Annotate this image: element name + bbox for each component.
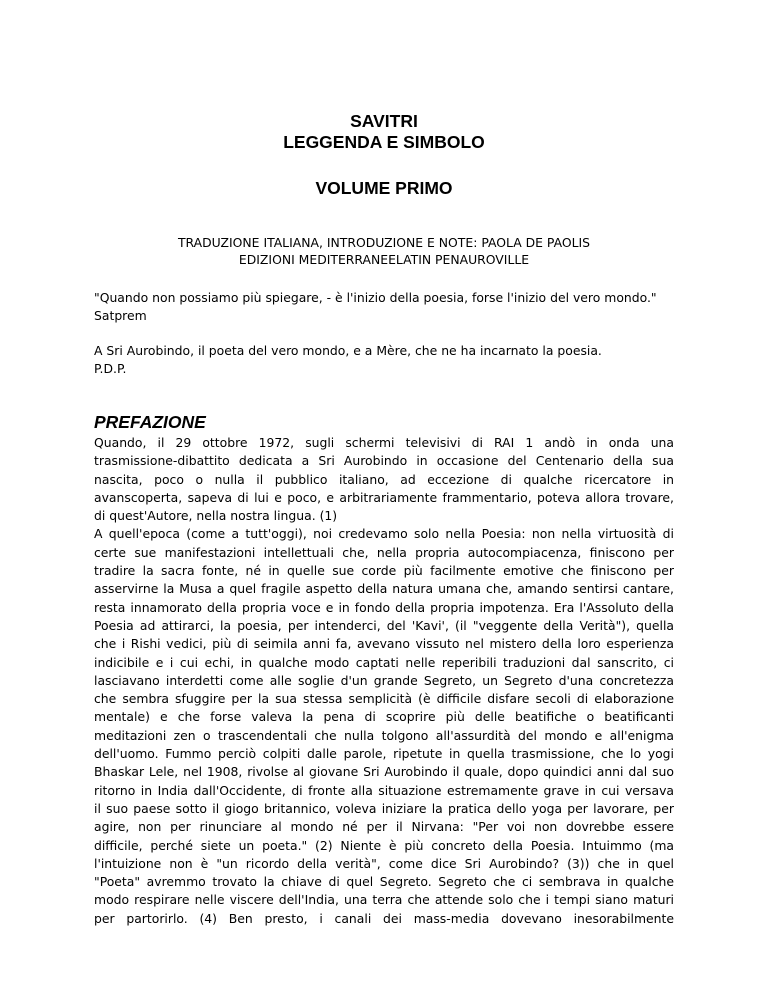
dedication-text: A Sri Aurobindo, il poeta del vero mondo, e a Mère, che ne ha incarnato la poesia.	[94, 343, 602, 358]
book-title: SAVITRI	[350, 111, 418, 131]
epigraph-author: Satprem	[94, 308, 147, 323]
preface-line: nascita, poco o nulla il pubblico italiano, ad eccezione di qualche ricercatore in	[94, 471, 674, 487]
preface-line: "Poeta" avremmo trovato la chiave di quel Segreto. Segreto che ci sembrava in qualche	[94, 874, 674, 890]
preface-line: lasciavano interdetti come alle soglie d'un grande Segreto, un Segreto d'una concretezza	[94, 672, 674, 688]
preface-line: meditazioni zen o trascendentali che nulla tolgono all'assurdità del mondo e all'enigma	[94, 727, 674, 743]
preface-line: di quest'Autore, nella nostra lingua. (1)	[94, 508, 338, 524]
preface-line: avanscoperta, sapeva di lui e poco, e arbitrariamente frammentario, poteva allora trovare,	[94, 489, 674, 505]
preface-body	[94, 434, 674, 928]
preface-line: che sembra sfuggire per la sua stessa semplicità (è difficile disfare secoli di elaborazione	[94, 691, 674, 707]
book-subtitle: LEGGENDA E SIMBOLO	[283, 132, 485, 152]
preface-line: agire, non per rinunciare al mondo né per il Nirvana: "Per voi non dovrebbe essere	[94, 819, 674, 835]
preface-heading: PREFAZIONE	[94, 412, 206, 432]
publisher-credit: EDIZIONI MEDITERRANEELATIN PENAUROVILLE	[238, 252, 530, 267]
preface-line: che i Rishi vedici, più di seimila anni fa, avevano vissuto nel mistero della loro esperienza	[94, 636, 674, 652]
dedication	[94, 342, 674, 378]
preface-line: Poesia ad attirarci, la poesia, per intenderci, del 'Kavi', (il "veggente della Verità"), quella	[94, 617, 674, 633]
preface-line: certe sue manifestazioni intellettuali che, nella propria autocompiacenza, finiscono per	[94, 544, 674, 560]
credits	[94, 234, 674, 268]
preface-line: ritorno in India dall'Occidente, di fronte alla situazione estremamente grave in cui versava	[94, 782, 674, 798]
preface-line: Quando, il 29 ottobre 1972, sugli schermi televisivi di RAI 1 andò in onda una	[94, 435, 674, 450]
preface-line: il suo paese sotto il giogo britannico, voleva iniziare la pratica dello yoga per lavorare, per	[94, 800, 674, 816]
preface-line: resta innamorato della propria voce e in fondo della propria impotenza. Era l'Assoluto della	[94, 599, 674, 615]
preface-line: tradire la sacra fonte, né in quelle sue corde più facilmente emotive che finiscono per	[94, 563, 674, 579]
epigraph-quote: "Quando non possiamo più spiegare, - è l'inizio della poesia, forse l'inizio del vero mondo."	[94, 290, 657, 305]
preface-line: mentale) e che forse valeva la pena di scoprire più delle beatifiche o beatificanti	[94, 709, 674, 725]
dedication-initials: P.D.P.	[94, 361, 127, 376]
volume-title: VOLUME PRIMO	[315, 178, 453, 198]
preface-line: l'intuizione non è "un ricordo della verità", come dice Sri Aurobindo? (3)) che in quel	[94, 855, 674, 871]
translation-credit: TRADUZIONE ITALIANA, INTRODUZIONE E NOTE: PAOLA DE PAOLIS	[177, 235, 591, 250]
preface-line: Bhaskar Lele, nel 1908, rivolse al giovane Sri Aurobindo il quale, dopo quindici anni dal suo	[94, 764, 674, 780]
epigraph	[94, 289, 674, 325]
preface-line: dell'uomo. Fummo perciò colpiti dalle parole, ripetute in quella trasmissione, che lo yogi	[94, 746, 674, 762]
preface-line: per partorirlo. (4) Ben presto, i canali dei mass-media dovevano inesorabilmente	[94, 910, 674, 926]
preface-line: indicibile e i cui echi, in qualche modo captati nelle reperibili traduzioni dal sanscrito, ci	[94, 654, 674, 670]
preface-line: asservirne la Musa a quel fragile aspetto della natura umana che, amando sentirsi cantare,	[94, 581, 674, 597]
preface-line: trasmissione-dibattito dedicata a Sri Aurobindo in occasione del Centenario della sua	[94, 453, 674, 469]
preface-line: A quell'epoca (come a tutt'oggi), noi credevamo solo nella Poesia: non nella virtuosità di	[94, 526, 674, 542]
preface-line: difficile, perché siete un poeta." (2) Niente è più concreto della Poesia. Intuimmo (ma	[94, 837, 674, 853]
preface-line: modo respirare nelle viscere dell'India, una terra che attende solo che i tempi siano maturi	[94, 892, 674, 908]
